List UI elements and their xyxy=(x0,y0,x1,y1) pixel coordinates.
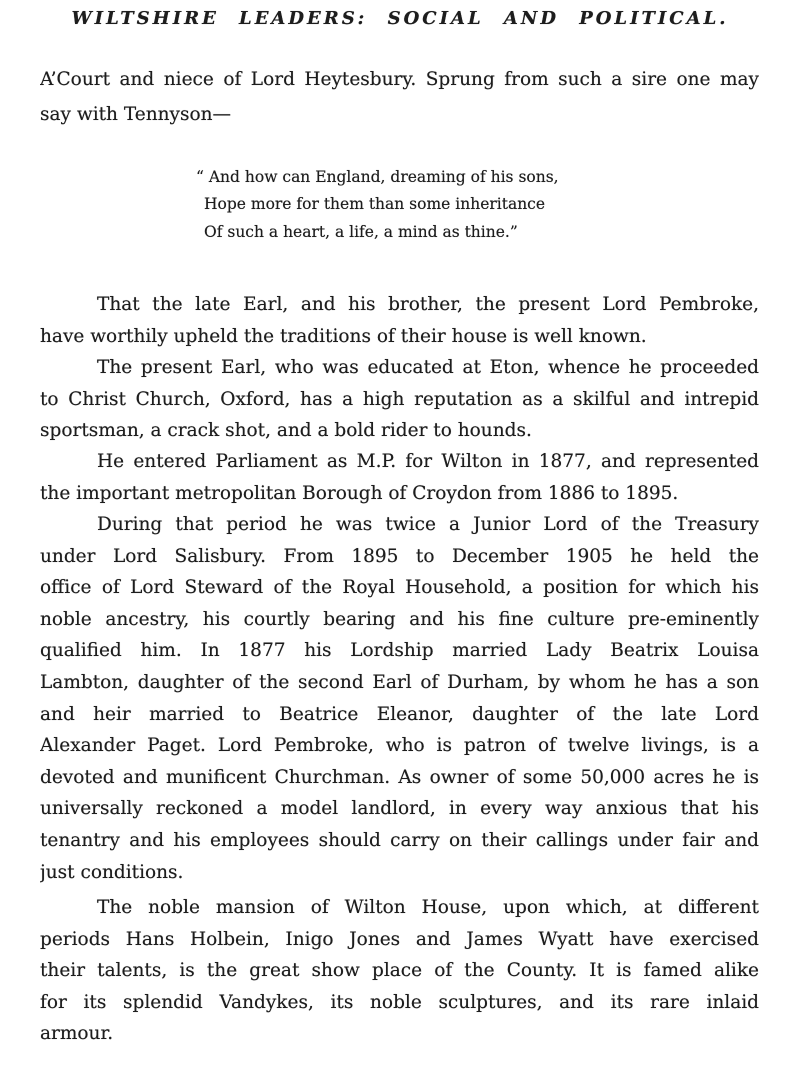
text-line: to Christ Church, Oxford, has a high reputation as a skilful and intrepid xyxy=(40,388,759,410)
text-line: and heir married to Beatrice Eleanor, daughter of the late Lord xyxy=(40,703,759,725)
page-header-title: WILTSHIRE LEADERS: SOCIAL AND POLITICAL. xyxy=(71,8,729,29)
text-line: Hope more for them than some inheritance xyxy=(204,195,546,214)
text-line: Lambton, daughter of the second Earl of Durham, by whom he has a son xyxy=(40,671,759,693)
text-line: The noble mansion of Wilton House, upon which, at different xyxy=(97,897,759,918)
text-line: qualified him. In 1877 his Lordship married Lady Beatrix Louisa xyxy=(40,640,759,662)
text-line: say with Tennyson— xyxy=(40,104,232,125)
text-line: for its splendid Vandykes, its noble sculptures, and its rare inlaid xyxy=(40,991,759,1013)
text-line: armour. xyxy=(40,1023,114,1045)
paragraph-house-traditions xyxy=(40,289,759,352)
text-line: “ And how can England, dreaming of his sons, xyxy=(196,168,559,186)
text-line: periods Hans Holbein, Inigo Jones and James Wyatt have exercised xyxy=(40,928,759,950)
text-line: under Lord Salisbury. From 1895 to December 1905 he held the xyxy=(40,545,759,567)
text-line: noble ancestry, his courtly bearing and his fine culture pre-eminently xyxy=(40,608,759,630)
text-line: During that period he was twice a Junior Lord of the Treasury xyxy=(97,514,759,535)
text-line: That the late Earl, and his brother, the present Lord Pembroke, xyxy=(97,294,759,315)
text-line: have worthily upheld the traditions of their house is well known. xyxy=(40,325,647,347)
text-line: The present Earl, who was educated at Eton, whence he proceeded xyxy=(97,357,759,378)
text-line: A’Court and niece of Lord Heytesbury. Sprung from such a sire one may xyxy=(40,69,759,90)
paragraph-parliament-career xyxy=(40,446,759,509)
text-line: Of such a heart, a life, a mind as thine.” xyxy=(204,222,518,241)
paragraph-wilton-house xyxy=(40,892,759,1050)
paragraph-treasury-household-marriage xyxy=(40,509,759,888)
text-line: universally reckoned a model landlord, in every way anxious that his xyxy=(40,798,759,820)
verse-quote xyxy=(196,164,626,246)
text-line: office of Lord Steward of the Royal Household, a position for which his xyxy=(40,577,759,599)
text-line: sportsman, a crack shot, and a bold rider to hounds. xyxy=(40,420,532,442)
text-line: just conditions. xyxy=(40,861,184,883)
text-line: the important metropolitan Borough of Croydon from 1886 to 1895. xyxy=(40,482,679,504)
text-line: Alexander Paget. Lord Pembroke, who is patron of twelve livings, is a xyxy=(40,735,759,757)
paragraph-present-earl-education xyxy=(40,352,759,447)
opening-paragraph xyxy=(40,62,759,132)
text-line: He entered Parliament as M.P. for Wilton in 1877, and represented xyxy=(97,451,759,472)
text-line: tenantry and his employees should carry on their callings under fair and xyxy=(40,829,759,851)
text-line: devoted and munificent Churchman. As owner of some 50,000 acres he is xyxy=(40,766,759,788)
text-line: their talents, is the great show place of the County. It is famed alike xyxy=(40,960,759,982)
